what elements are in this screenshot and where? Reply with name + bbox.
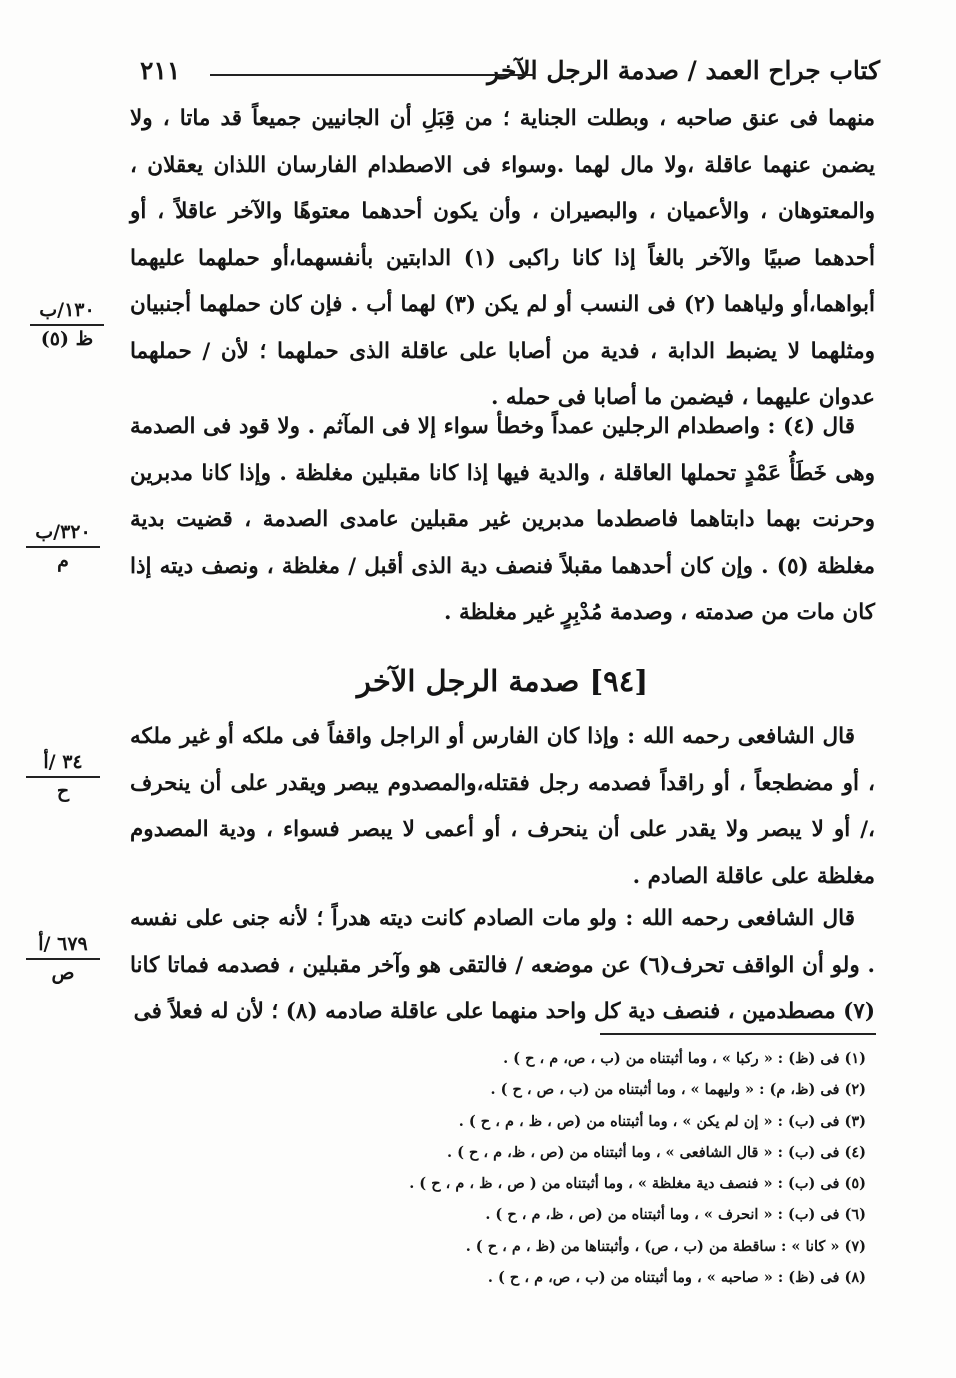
paragraph-2 <box>130 404 875 637</box>
margin-note-folio: ٣٢٠/ب <box>35 521 91 543</box>
paragraph-text: منهما فى عنق صاحبه ، وبطلت الجناية ؛ من قِبَلِ أن الجانيين جميعاً قد ماتا ، ولا يضمن عنهما عاقلة ،ولا مال لهما .وسواء فى الاصطدام الفارسان اللذان يعقلان ، والمعتوهان ، والأعميان ، والبصيران ، وأن يكون أحدهما معتوهًا والآخر عاقلاً ، أو أحدهما صبيًا والآخر بالغاً إذا كانا راكبى (١) الدابتين بأنفسهما،أو حملهما عليهما أبواهما،أو ولياهما (٢) فى النسب أو لم يكن (٣) لهما أب . فإن كان حملهما أجنبيان ومثلهما لا يضبط الدابة ، فدية من أصابا على عاقلة الذى حملهما ؛ لأن / حملهما عدوان عليهما ، فيضمن ما أصابا فى حمله . <box>130 106 875 410</box>
footnote: (٨) فى (ظ) : « صاحبه » ، وما أثبتناه من (ب ، ص، م ، ح ) . <box>487 1269 866 1287</box>
footnote: (٦) فى (ب) : « انحرف » ، وما أثبتناه من (ص ، ظ، م ، ح ) . <box>485 1206 866 1224</box>
margin-note-folio: ٣٤ /أ <box>43 751 83 773</box>
paragraph-text: قال الشافعى رحمه الله : وإذا كان الفارس أو الراجل واقفاً فى ملكه أو غير ملكه ، أو مضطجعاً ، أو راقداً فصدمه رجل فقتله،والمصدوم يبصر ويقدر على أن ينحرف ،/ أو لا يبصر ولا يقدر على أن ينحرف ، أو أعمى لا يبصر فسواء ، ودية المصدوم مغلظة على عاقلة الصادم . <box>130 724 875 889</box>
footnotes <box>300 1043 866 1293</box>
footnote: (٥) فى (ب) : « فنصف دية مغلظة » ، وما أثبتناه من ( ص ، ظ ، م ، ح ) . <box>409 1175 866 1193</box>
margin-note-rule <box>26 546 100 548</box>
header-rule <box>210 74 535 76</box>
margin-note <box>18 520 108 572</box>
footnote: (٣) فى (ب) : « إن لم يكن » ، وما أثبتناه من (ص ، ظ ، م ، ح ) . <box>458 1112 866 1130</box>
footnote: (٢) فى (ظ، م) : « وليهما » ، وما أثبتناه من (ب ، ص ، ح ) . <box>490 1081 866 1099</box>
footnote: (٤) فى (ب) : « قال الشافعى » ، وما أثبتناه من (ص ، ظ، م ، ح ) . <box>447 1143 866 1161</box>
margin-note-folio: ١٣٠/ب <box>39 299 95 321</box>
margin-note-manuscript: ص <box>51 962 75 984</box>
margin-note-rule <box>26 776 100 778</box>
margin-note <box>18 750 108 802</box>
page-number: ٢١١ <box>140 56 181 85</box>
margin-note-rule <box>26 958 100 960</box>
margin-note <box>18 932 108 984</box>
footnote: (٧) « كانا » : ساقطة من (ب ، ص) ، وأثبتناها من (ظ ، م ، ح ) . <box>465 1237 866 1255</box>
paragraph-3 <box>130 714 875 900</box>
paragraph-1 <box>130 96 875 422</box>
margin-note-manuscript: م <box>57 550 69 572</box>
margin-note-folio: ٦٧٩ /أ <box>38 933 88 955</box>
footnote: (١) فى (ظ) : « ركبا » ، وما أثبتناه من (ب ، ص، م ، ح ) . <box>503 1050 866 1067</box>
paragraph-4 <box>130 896 875 1036</box>
margin-note <box>22 298 112 350</box>
margin-note-manuscript: ح <box>56 780 70 802</box>
paragraph-text: قال الشافعى رحمه الله : ولو مات الصادم كانت ديته هدراً ؛ لأنه جنى على نفسه . ولو أن الواقف تحرف(٦) عن موضعه / فالتقى هو وآخر مقبلين ، فصدمه فماتا كانا (٧) مصطدمين ، فنصف دية كل واحد منهما على عاقلة صادمه (٨) ؛ لأن له فعلاً فى <box>130 906 875 1024</box>
page-header <box>140 52 880 92</box>
paragraph-text: قال (٤) : واصطدام الرجلين عمداً وخطأ سواء إلا فى المآثم . ولا قود فى الصدمة وهى خَطَأُ عَمْدٍ تحملها العاقلة ، والدية فيها إذا كانا مقبلين مغلظة . وإذا كانا مدبرين وحرنت بهما دابتاهما فاصطدما مدبرين غير مقبلين عامدى الصدمة ، قضيت بدية مغلظة (٥) . وإن كان أحدهما مقبلاً فنصف دية الذى أقبل / مغلظة ، ونصف ديته إذا كان مات من صدمته ، وصدمة مُدْبِرٍ غير مغلظة . <box>130 414 876 625</box>
running-title: كتاب جراح العمد / صدمة الرجل الآخر <box>487 56 880 85</box>
footnote-separator <box>600 1033 876 1035</box>
margin-note-rule <box>30 324 104 326</box>
margin-note-manuscript: ظ (٥) <box>40 328 94 350</box>
section-heading: [٩٤] صدمة الرجل الآخر <box>356 664 649 698</box>
